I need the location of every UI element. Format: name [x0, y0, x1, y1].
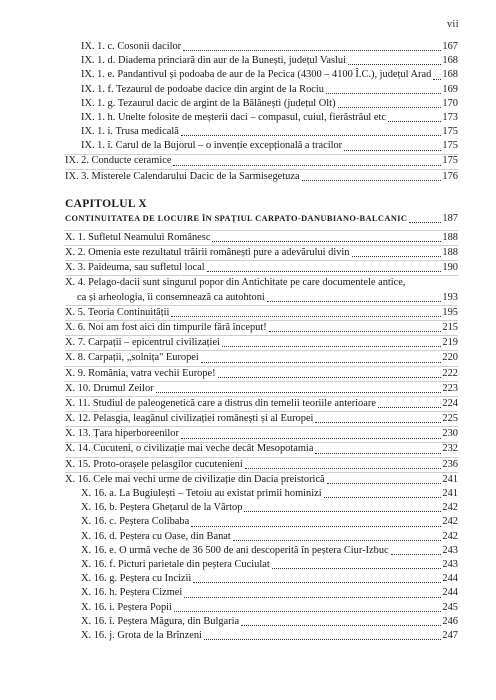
toc-entry[interactable]: [65, 382, 458, 396]
dot-leader: [193, 581, 441, 583]
toc-entry-text: IX. 1. g. Tezaurul dacic de argint de la Bălănești (județul Olt): [81, 97, 336, 109]
toc-entry[interactable]: [65, 306, 458, 320]
toc-entry-text: X. 6. Noi am fost aici din timpurile fără început!: [65, 321, 267, 333]
toc-entry[interactable]: [65, 530, 458, 544]
page-number: vii: [446, 19, 459, 30]
toc-entry-text: X. 16. i. Peștera Popii: [81, 601, 172, 613]
toc-entry[interactable]: [65, 261, 458, 275]
toc-entry-text: X. 14. Cucuteni, o civilizație mai veche decât Mesopotamia: [65, 443, 314, 455]
toc-entry-text: IX. 1. c. Cosonii dacilor: [81, 40, 182, 52]
toc-entry-text: X. 16. f. Picturi parietale din peștera Cuciulat: [81, 558, 270, 570]
toc-entry-text: X. 16. d. Peștera cu Oase, din Banat: [81, 530, 231, 542]
toc-entry-text-continued: ca și arheologia, îi consemnează ca autohtoni: [77, 291, 265, 303]
chapter-title: CAPITOLUL X: [65, 197, 148, 210]
dot-leader: [201, 361, 442, 363]
toc-entry-text: X. 16. c. Peștera Colibaba: [81, 516, 190, 528]
toc-entry[interactable]: [65, 601, 458, 615]
toc-entry-text: X. 8. Carpații, „solnița" Europei: [65, 352, 199, 364]
toc-entry[interactable]: [65, 155, 458, 169]
toc-entry-text: X. 9. România, vatra vechii Europe!: [65, 367, 216, 379]
dot-leader: [174, 610, 441, 612]
toc-entry[interactable]: [65, 443, 458, 457]
toc-entry[interactable]: [65, 276, 458, 304]
dot-leader: [327, 482, 442, 484]
dot-leader: [433, 78, 441, 80]
toc-section-x: [65, 230, 458, 643]
toc-page-number: 241: [442, 488, 458, 500]
toc-entry[interactable]: [65, 544, 458, 558]
toc-entry[interactable]: [65, 68, 458, 82]
toc-entry[interactable]: [65, 458, 458, 472]
dot-leader: [244, 510, 441, 512]
toc-entry-text: X. 16. e. O urmă veche de 36 500 de ani descoperită în peștera Ciur-Izbuc: [81, 544, 389, 556]
toc-entry-text: X. 4. Pelago-dacii sunt singurul popor din Antichitate pe care documentele antice,: [65, 277, 406, 289]
toc-entry-text: X. 11. Studiul de paleogenetică care a distrus din temelii teoriile anterioare: [65, 397, 376, 409]
toc-entry-text: X. 16. h. Peștera Cizmei: [81, 587, 183, 599]
toc-section-ix: [65, 40, 458, 184]
toc-page-number: 188: [442, 247, 458, 259]
toc-entry-text: X. 16. g. Peștera cu Incizii: [81, 573, 192, 585]
toc-page-number: 247: [442, 629, 458, 641]
dot-leader: [183, 49, 441, 51]
dot-leader: [324, 496, 442, 498]
toc-entry-text: X. 2. Omenia este rezultatul trăirii românești pure a adevărului divin: [65, 247, 350, 259]
dot-leader: [233, 539, 442, 541]
toc-entry[interactable]: [65, 336, 458, 350]
toc-page-number: 244: [442, 587, 458, 599]
dot-leader: [338, 106, 442, 108]
dot-leader: [378, 406, 441, 408]
toc-page-number: 195: [442, 306, 458, 318]
toc-entry-text: X. 13. Țara hiperboreenilor: [65, 428, 179, 440]
toc-entry-text: X. 16. a. La Bugiulești – Tetoiu au existat primii hominizi: [81, 488, 322, 500]
toc-entry[interactable]: [65, 572, 458, 586]
toc-entry[interactable]: [65, 473, 458, 487]
toc-entry[interactable]: [65, 170, 458, 184]
toc-page-number: 168: [442, 55, 458, 67]
toc-entry[interactable]: [65, 515, 458, 529]
toc-entry[interactable]: [65, 586, 458, 600]
toc-entry[interactable]: [65, 54, 458, 68]
toc-entry[interactable]: [65, 139, 458, 153]
dot-leader: [218, 376, 442, 378]
toc-page-number: 230: [442, 428, 458, 440]
toc-page-number: 175: [442, 140, 458, 152]
dot-leader: [348, 63, 441, 65]
toc-entry[interactable]: [65, 246, 458, 260]
toc-entry[interactable]: [65, 321, 458, 335]
toc-entry[interactable]: [65, 367, 458, 381]
dot-leader: [212, 240, 441, 242]
toc-entry-text: IX. 1. h. Unelte folosite de meșterii daci – compasul, cuiul, fierăstrăul etc: [81, 111, 386, 123]
toc-page-number: 242: [442, 530, 458, 542]
toc-entry-text: X. 10. Drumul Zeilor: [65, 382, 154, 394]
dot-leader: [391, 553, 442, 555]
toc-entry-text: X. 16. Cele mai vechi urme de civilizație din Dacia preistorică: [65, 473, 325, 485]
toc-entry[interactable]: [65, 615, 458, 629]
toc-entry[interactable]: [65, 125, 458, 139]
dot-leader: [184, 596, 441, 598]
toc-page-number: 193: [442, 291, 458, 303]
toc-entry-text: IX. 1. î. Carul de la Bujorul – o invenție excepțională a tracilor: [81, 140, 343, 152]
toc-page-number: 223: [442, 382, 458, 394]
toc-entry-text: X. 12. Pelasgia, leagănul civilizației românești și al Europei: [65, 413, 314, 425]
dot-leader: [204, 638, 442, 640]
toc-page-number: 176: [442, 170, 458, 182]
toc-page-number: 169: [442, 83, 458, 95]
toc-page-number: 175: [442, 126, 458, 138]
dot-leader: [272, 567, 442, 569]
toc-page-number: 243: [442, 544, 458, 556]
toc-entry[interactable]: [65, 397, 458, 411]
toc-entry-text: IX. 1. f. Tezaurul de podoabe dacice din argint de la Rociu: [81, 83, 324, 95]
dot-leader: [241, 624, 441, 626]
chapter-subtitle-row[interactable]: [65, 211, 458, 226]
toc-entry[interactable]: [65, 231, 458, 245]
toc-entry-text: X. 16. î. Peștera Măgura, din Bulgaria: [81, 615, 240, 627]
toc-page-number: 242: [442, 502, 458, 514]
dot-leader: [181, 437, 441, 439]
toc-page-number: 220: [442, 352, 458, 364]
toc-entry-text: IX. 2. Conducte ceramice: [65, 155, 172, 167]
toc-page-number: 173: [442, 111, 458, 123]
toc-page-number: 190: [442, 262, 458, 274]
toc-page-number: 224: [442, 397, 458, 409]
toc-entry-text: IX. 3. Misterele Calendarului Dacic de la Sarmisegetuza: [65, 170, 300, 182]
dot-leader: [222, 345, 441, 347]
toc-entry-text: IX. 1. d. Diadema princiară din aur de la Bunești, județul Vaslui: [81, 55, 346, 67]
toc-entry[interactable]: [65, 487, 458, 501]
chapter-page-number: 187: [442, 212, 458, 224]
dot-leader: [344, 149, 441, 151]
dot-leader: [207, 270, 442, 272]
toc-entry-text: X. 3. Paideuma, sau sufletul local: [65, 262, 205, 274]
toc-page-number: 168: [442, 69, 458, 81]
dot-leader: [269, 330, 442, 332]
chapter-subtitle: CONTINUITATEA DE LOCUIRE ÎN SPAȚIUL CARPATO-DANUBIANO-BALCANIC: [65, 213, 408, 223]
toc-page-number: 167: [442, 40, 458, 52]
toc-entry-text: X. 16. j. Grota de la Brînzeni: [81, 629, 202, 641]
toc-entry[interactable]: [65, 351, 458, 365]
toc-entry[interactable]: [65, 427, 458, 441]
toc-page-number: 244: [442, 573, 458, 585]
dot-leader: [302, 179, 442, 181]
toc-page-number: 175: [442, 155, 458, 167]
toc-page-number: 188: [442, 231, 458, 243]
dot-leader: [388, 120, 441, 122]
dot-leader: [156, 391, 442, 393]
toc-entry-text: X. 16. b. Peștera Ghețarul de la Vârtop: [81, 502, 243, 514]
dot-leader: [326, 92, 441, 94]
toc-page-number: 243: [442, 558, 458, 570]
toc-page-number: 242: [442, 516, 458, 528]
toc-entry-text: X. 7. Carpații – epicentrul civilizației: [65, 337, 220, 349]
toc-entry[interactable]: [65, 501, 458, 515]
toc-page-number: 245: [442, 601, 458, 613]
dot-leader: [409, 221, 441, 223]
toc-page-number: 236: [442, 458, 458, 470]
toc-entry-text: X. 5. Teoria Continuității: [65, 306, 170, 318]
toc-entry[interactable]: [65, 111, 458, 125]
toc-page-number: 246: [442, 615, 458, 627]
toc-entry[interactable]: [65, 558, 458, 572]
toc-entry-text: IX. 1. e. Pandantivul și podoaba de aur de la Pecica (4300 – 4100 Î.C.), județul Arad: [81, 69, 432, 81]
dot-leader: [171, 315, 441, 317]
toc-entry[interactable]: [65, 97, 458, 111]
toc-page-number: 241: [442, 473, 458, 485]
toc-page-number: 225: [442, 413, 458, 425]
dot-leader: [191, 525, 441, 527]
toc-entry-text: X. 1. Sufletul Neamului Românesc: [65, 231, 211, 243]
dot-leader: [352, 255, 442, 257]
dot-leader: [181, 134, 442, 136]
toc-page-number: 232: [442, 443, 458, 455]
toc-entry[interactable]: [65, 412, 458, 426]
toc-entry[interactable]: [65, 40, 458, 54]
dot-leader: [245, 467, 442, 469]
toc-entry-continuation: [65, 291, 458, 305]
toc-entry-text: IX. 1. i. Trusa medicală: [81, 126, 179, 138]
dot-leader: [173, 164, 441, 166]
toc-page-number: 215: [442, 321, 458, 333]
dot-leader: [315, 421, 441, 423]
table-of-contents: [65, 40, 458, 643]
toc-entry-text: X. 15. Proto-orașele pelasgilor cucuteniení: [65, 458, 243, 470]
toc-page-number: 170: [442, 97, 458, 109]
toc-entry[interactable]: [65, 629, 458, 643]
toc-entry[interactable]: [65, 83, 458, 97]
toc-page-number: 222: [442, 367, 458, 379]
toc-page-number: 219: [442, 337, 458, 349]
dot-leader: [267, 300, 442, 302]
dot-leader: [315, 452, 441, 454]
